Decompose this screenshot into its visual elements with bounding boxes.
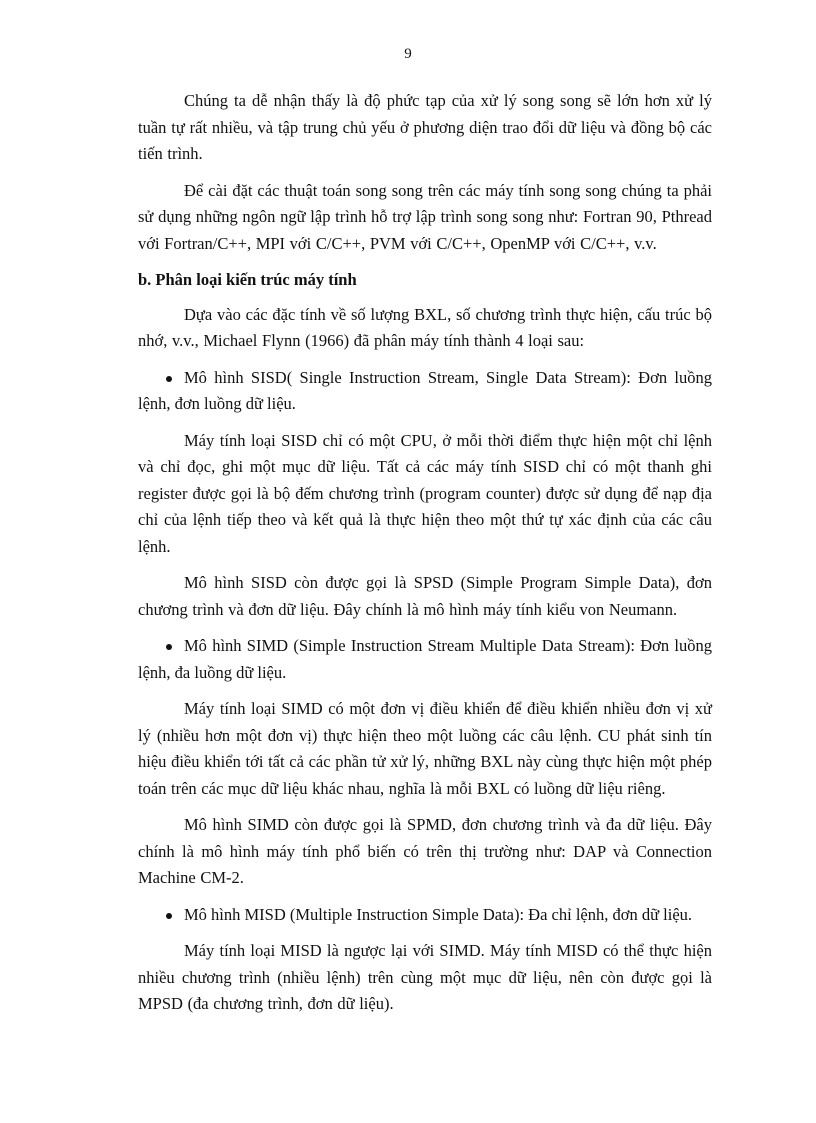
paragraph: Máy tính loại SISD chỉ có một CPU, ở mỗi thời điểm thực hiện một chỉ lệnh và chỉ đọc, ghi một mục dữ liệu. Tất cả các máy tính SISD chỉ có một thanh ghi register được gọi là bộ đếm chương trình (program counter) được sử dụng để nạp địa chỉ của lệnh tiếp theo và kết quả là thực hiện theo một thứ tự xác định của các câu lệnh. — [138, 430, 712, 556]
bullet-icon — [166, 913, 172, 919]
bullet-item — [138, 633, 712, 686]
paragraph: Mô hình SISD còn được gọi là SPSD (Simple Program Simple Data), đơn chương trình và đơn dữ liệu. Đây chính là mô hình máy tính kiểu von Neumann. — [138, 573, 712, 619]
bullet-item — [138, 902, 712, 929]
paragraph: Để cài đặt các thuật toán song song trên các máy tính song song chúng ta phải sử dụng những ngôn ngữ lập trình hỗ trợ lập trình song song như: Fortran 90, Pthread với Fortran/C++, MPI với C/C++, PVM với C/C++, OpenMP với C/C++, v.v. — [138, 180, 712, 253]
paragraph: Dựa vào các đặc tính về số lượng BXL, số chương trình thực hiện, cấu trúc bộ nhớ, v.v., Michael Flynn (1966) đã phân máy tính thành 4 loại sau: — [138, 304, 712, 350]
bullet-icon — [166, 376, 172, 382]
paragraph: Máy tính loại MISD là ngược lại với SIMD. Máy tính MISD có thể thực hiện nhiều chương trình (nhiều lệnh) trên cùng một mục dữ liệu, nên còn được gọi là MPSD (đa chương trình, đơn dữ liệu). — [138, 941, 712, 1013]
document-body — [138, 88, 712, 1028]
bullet-icon — [166, 644, 172, 650]
bullet-item — [138, 365, 712, 418]
bullet-text: Mô hình SIMD (Simple Instruction Stream Multiple Data Stream): Đơn luồng lệnh, đa luồng dữ liệu. — [138, 636, 712, 682]
section-heading: b. Phân loại kiến trúc máy tính — [138, 270, 357, 289]
page-number: 9 — [404, 46, 412, 62]
paragraph: Chúng ta dễ nhận thấy là độ phức tạp của xử lý song song sẽ lớn hơn xử lý tuần tự rất nhiều, và tập trung chủ yếu ở phương diện trao đổi dữ liệu và đồng bộ các tiến trình. — [138, 91, 712, 163]
bullet-text: Mô hình MISD (Multiple Instruction Simple Data): Đa chỉ lệnh, đơn dữ liệu. — [184, 904, 693, 924]
paragraph: Máy tính loại SIMD có một đơn vị điều khiển để điều khiển nhiều đơn vị xử lý (nhiều hơn một đơn vị) thực hiện theo một luồng các câu lệnh. CU phát sinh tín hiệu điều khiển tới tất cả các phần tử xử lý, những BXL này cùng thực hiện một phép toán trên các mục dữ liệu khác nhau, nghĩa là mỗi BXL có luồng dữ liệu riêng. — [138, 699, 712, 798]
paragraph: Mô hình SIMD còn được gọi là SPMD, đơn chương trình và đa dữ liệu. Đây chính là mô hình máy tính phổ biến có trên thị trường như: DAP và Connection Machine CM-2. — [138, 815, 712, 887]
bullet-text: Mô hình SISD( Single Instruction Stream, Single Data Stream): Đơn luồng lệnh, đơn luồng dữ liệu. — [138, 367, 712, 413]
